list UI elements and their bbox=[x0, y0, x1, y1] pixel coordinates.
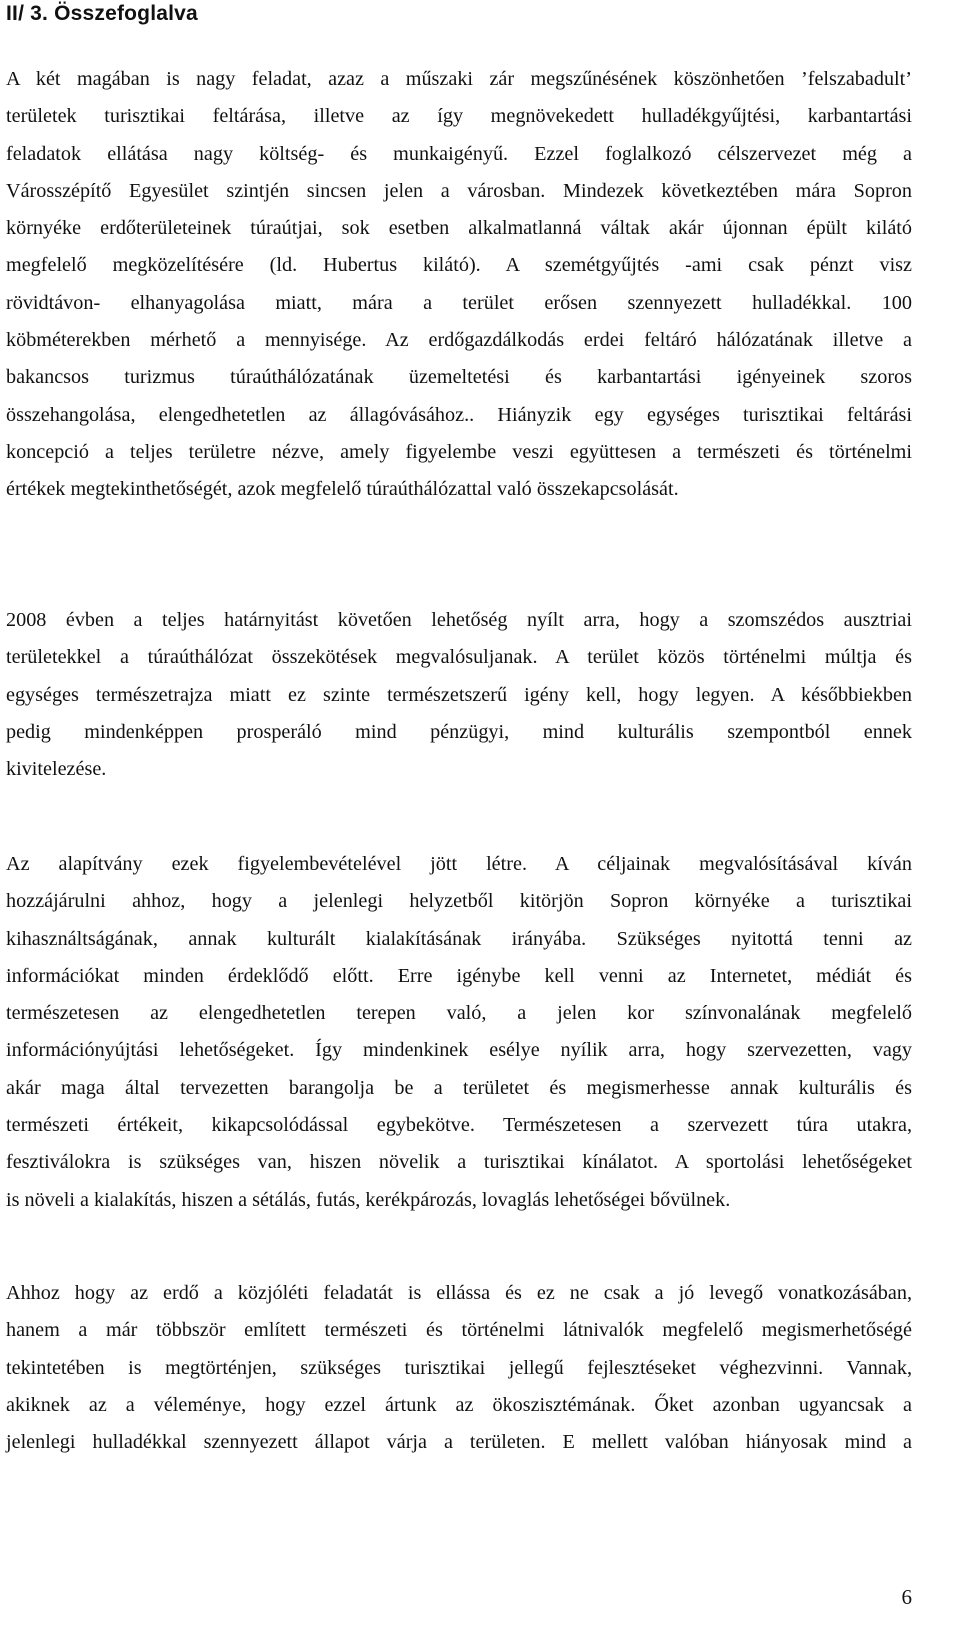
text-line: koncepció a teljes területre nézve, amely figyelembe veszi együttesen a természeti és történelmi bbox=[6, 440, 912, 463]
text-line: összehangolása, elengedhetetlen az állagóvásához.. Hiányzik egy egységes turisztikai feltárási bbox=[6, 403, 912, 426]
section-heading: II/ 3. Összefoglalva bbox=[6, 2, 198, 25]
text-line: területek turisztikai feltárása, illetve az így megnövekedett hulladékgyűjtési, karbantartási bbox=[6, 105, 912, 128]
page-number: 6 bbox=[901, 1585, 912, 1609]
text-line: jelenlegi hulladékkal szennyezett állapot várja a területen. E mellett valóban hiányosak mind a bbox=[6, 1431, 912, 1454]
text-line: Az alapítvány ezek figyelembevételével jött létre. A céljainak megvalósításával kíván bbox=[6, 853, 912, 875]
paragraph-summary bbox=[6, 61, 912, 509]
text-line: tekintetében is megtörténjen, szükséges turisztikai jellegű fejlesztéseket véghezvinni. Vannak, bbox=[6, 1356, 912, 1379]
text-line: kivitelezése. bbox=[6, 758, 107, 781]
text-line: környéke erdőterületeinek túraútjai, sok esetben alkalmatlanná váltak akár újonnan épült kilátó bbox=[6, 217, 912, 240]
text-line: feladatok ellátása nagy költség- és munkaigényű. Ezzel foglalkozó célszervezet még a bbox=[6, 142, 912, 165]
text-line: bakancsos turizmus túraúthálózatának üzemeltetési és karbantartási igényeinek szoros bbox=[6, 366, 912, 389]
paragraph-forest-welfare bbox=[6, 1275, 912, 1461]
paragraph-foundation bbox=[6, 846, 912, 1219]
text-line: rövidtávon- elhanyagolása miatt, mára a terület erősen szennyezett hulladékkal. 100 bbox=[6, 291, 912, 314]
text-line: 2008 évben a teljes határnyitást követően lehetőség nyílt arra, hogy a szomszédos ausztriai bbox=[6, 609, 912, 631]
text-line: információnyújtási lehetőségeket. Így mindenkinek esélye nyílik arra, hogy szervezetten, vagy bbox=[6, 1039, 912, 1062]
text-line: is növeli a kialakítás, hiszen a sétálás, futás, kerékpározás, lovaglás lehetőségei bővülnek. bbox=[6, 1188, 731, 1211]
text-line: A két magában is nagy feladat, azaz a műszaki zár megszűnésének köszönhetően ’felszabadult’ bbox=[6, 68, 912, 90]
text-line: természeti értékeit, kikapcsolódással egybekötve. Természetesen a szervezett túra utakra, bbox=[6, 1114, 912, 1137]
text-line: akár maga által tervezetten barangolja be a területet és megismerhesse annak kulturális és bbox=[6, 1076, 912, 1099]
text-line: hanem a már többször említett természeti és történelmi látnivalók megfelelő megismerhetőségé bbox=[6, 1319, 912, 1342]
text-line: területekkel a túraúthálózat összekötések megvalósuljanak. A terület közös történelmi múltja és bbox=[6, 646, 912, 669]
text-line: Városszépítő Egyesület szintjén sincsen jelen a városban. Mindezek következtében mára Sopron bbox=[6, 179, 912, 202]
text-line: kihasználtságának, annak kulturált kialakításának irányába. Szükséges nyitottá tenni az bbox=[6, 927, 912, 950]
text-line: hozzájárulni ahhoz, hogy a jelenlegi helyzetből kitörjön Sopron környéke a turisztikai bbox=[6, 890, 912, 913]
text-line: Ahhoz hogy az erdő a közjóléti feladatát is ellássa és ez ne csak a jó levegő vonatkozásában, bbox=[6, 1282, 912, 1304]
paragraph-border-opening bbox=[6, 602, 912, 788]
text-line: fesztiválokra is szükséges van, hiszen növelik a turisztikai kínálatot. A sportolási lehetőségeket bbox=[6, 1151, 912, 1174]
text-line: megfelelő megközelítésére (ld. Hubertus kilátó). A szemétgyűjtés -ami csak pénzt visz bbox=[6, 254, 912, 277]
text-line: értékek megtekinthetőségét, azok megfelelő túraúthálózattal való összekapcsolását. bbox=[6, 478, 679, 501]
text-line: egységes természetrajza miatt ez szinte természetszerű igény kell, hogy legyen. A későbbiekben bbox=[6, 683, 912, 706]
text-line: akiknek az a véleménye, hogy ezzel ártunk az ökoszisztémának. Őket azonban ugyancsak a bbox=[6, 1393, 912, 1416]
text-line: információkat minden érdeklődő előtt. Erre igénybe kell venni az Internetet, médiát és bbox=[6, 964, 912, 987]
text-line: köbméterekben mérhető a mennyisége. Az erdőgazdálkodás erdei feltáró hálózatának illetve a bbox=[6, 329, 912, 352]
text-line: természetesen az elengedhetetlen terepen való, a jelen kor színvonalának megfelelő bbox=[6, 1002, 912, 1025]
text-line: pedig mindenképpen prosperáló mind pénzügyi, mind kulturális szempontból ennek bbox=[6, 720, 912, 743]
